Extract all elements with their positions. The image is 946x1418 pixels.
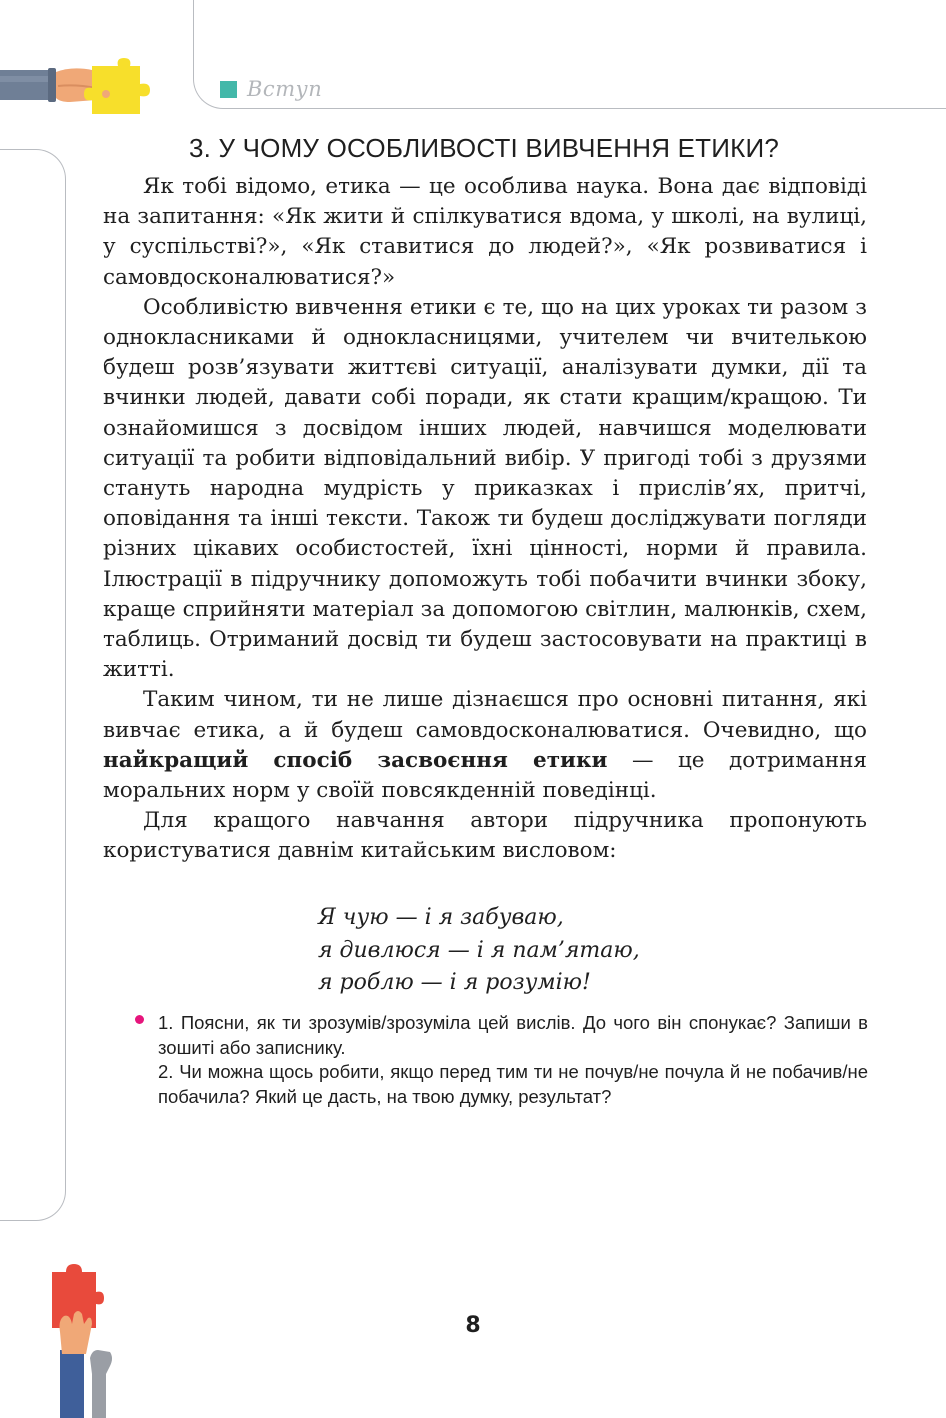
section-title: Вступ: [247, 77, 323, 101]
quote-line: я дивлюся — і я пам’ятаю,: [318, 937, 640, 963]
paragraph-1: Як тобі відомо, етика — це особлива наука. Вона дає відповіді на запитання: «Як жити й спілкуватися вдома, у школі, на вулиці, у суспільстві?», «Як ставитися до людей?», «Як розвиватися і самовдосконалюватися?»: [103, 174, 867, 290]
raised-hands-puzzle-icon: [0, 1262, 130, 1418]
task-list: [158, 1011, 868, 1109]
quote-line: я роблю — і я розумію!: [318, 970, 591, 995]
paragraph-3-start: Таким чином, ти не лише дізнаєшся про основні питання, які вивчає етика, а й будеш самовдосконалюватися. Очевидно, що: [103, 687, 867, 743]
page-number: 8: [465, 1313, 481, 1338]
paragraph-3-end: — це дотримання моральних норм у своїй повсякденній поведінці.: [103, 747, 867, 804]
section-label: [220, 77, 322, 101]
left-margin-frame: [0, 149, 66, 1221]
section-marker-icon: [220, 81, 237, 98]
paragraph-3: [103, 685, 867, 806]
hand-puzzle-icon: [0, 56, 160, 118]
paragraph-3-bold: найкращий спосіб засвоєння етики: [103, 747, 608, 773]
quote-line: Я чую — і я забуваю,: [318, 905, 564, 930]
body-text: [103, 172, 867, 867]
task-item: 2. Чи можна щось робити, якщо перед тим ти не почув/не почула й не побачив/не побачила? Який це дасть, на твою думку, результат?: [158, 1061, 868, 1107]
chinese-saying-quote: [318, 902, 640, 1000]
task-bullet-icon: [135, 1015, 144, 1024]
paragraph-4: Для кращого навчання автори підручника пропонують користуватися давнім китайським висловом:: [103, 808, 867, 864]
paragraph-2: Особливістю вивчення етики є те, що на цих уроках ти разом з однокласниками й однокласницями, учителем чи вчителькою будеш розв’язувати життєві ситуації, аналізувати думки, дії та вчинки людей, давати собі поради, як стати кращим/кращою. Ти ознайомишся з досвідом інших людей, навчишся моделювати ситуації та робити відповідальний вибір. У пригоді тобі з друзями стануть народна мудрість у приказках і прислів’ях, притчі, оповідання та інші тексти. Також ти будеш досліджувати погляди різних цікавих особистостей, їхні цінності, норми й правила. Ілюстрації в підручнику допоможуть тобі побачити вчинки збоку, краще сприйняти матеріал за допомогою світлин, малюнків, схем, таблиць. Отриманий досвід ти будеш застосовувати на практиці в житті.: [103, 294, 867, 683]
task-item: 1. Поясни, як ти зрозумів/зрозуміла цей вислів. До чого він спонукає? Запиши в зошиті або записнику.: [158, 1012, 868, 1058]
page-title: 3. У ЧОМУ ОСОБЛИВОСТІ ВИВЧЕННЯ ЕТИКИ?: [188, 133, 780, 163]
